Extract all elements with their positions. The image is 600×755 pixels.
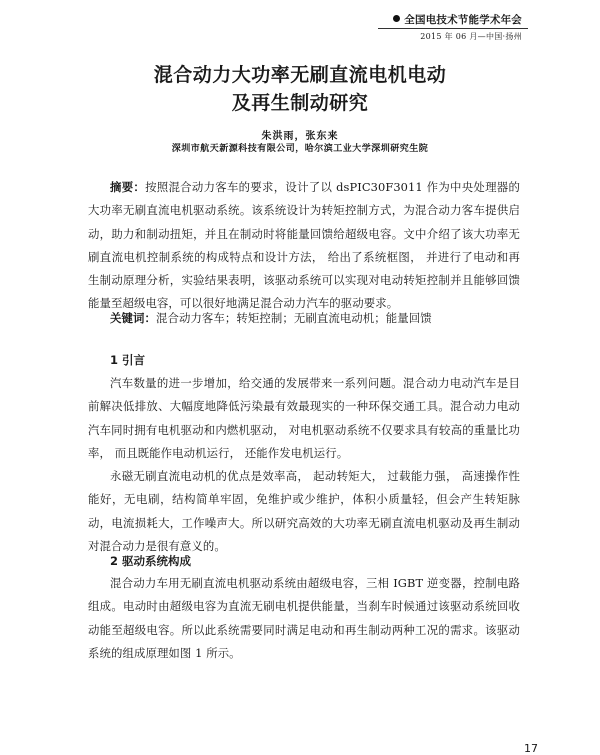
section-1-paragraph-2: 永磁无刷直流电动机的优点是效率高， 起动转矩大， 过载能力强， 高速操作性能好，无电刷，结构简单牢固，免维护或少维护，体积小质量轻，但会产生转矩脉动，电流损耗大，工作噪声大。所以研究高效的大功率无刷直流电机驱动及再生制动对混合动力是很有意义的。 xyxy=(88,469,520,554)
page-number: 17 xyxy=(524,742,538,755)
section-2-paragraph-1: 混合动力车用无刷直流电机驱动系统由超级电容，三相 IGBT 逆变器，控制电路组成。电动时由超级电容为直流无刷电机提供能量，当刹车时候通过该驱动系统回收动能至超级电容。所以此系统需要同时满足电动和再生制动两种工况的需求。该驱动系统的组成原理如图 1 所示。 xyxy=(88,576,520,660)
abstract-text: 按照混合动力客车的要求，设计了以 dsPIC30F3011 作为中央处理器的大功率无刷直流电机驱动系统。该系统设计为转矩控制方式，为混合动力客车提供启动，助力和制动扭矩，并且在制动时将能量回馈给超级电容。文中介绍了该大功率无刷直流电机控制系统的构成特点和设计方法， 给出了系统框图， 并进行了电动和再生制动原理分析，实验结果表明，该驱动系统可以实现对电动转矩控制并且能够回馈能量至超级电容，可以很好地满足混合动力汽车的驱动要求。 xyxy=(88,180,520,311)
section-1-paragraph-1: 汽车数量的进一步增加，给交通的发展带来一系列问题。混合动力电动汽车是目前解决低排放、大幅度地降低污染最有效最现实的一种环保交通工具。混合动力电动汽车同时拥有电机驱动和内燃机驱动， 对电机驱动系统不仅要求具有较高的重量比功率， 而且既能作电动机运行， 还能作发电机运行。 xyxy=(88,376,520,460)
header-rule xyxy=(378,28,528,29)
keywords xyxy=(88,307,520,330)
abstract xyxy=(88,176,520,316)
affiliation: 深圳市航天新源科技有限公司，哈尔滨工业大学深圳研究生院 xyxy=(171,144,429,154)
conference-date-place: 2015 年 06 月—中国·扬州 xyxy=(420,32,522,41)
abstract-label: 摘要： xyxy=(110,180,146,194)
section-2-body xyxy=(88,572,520,665)
paper-title-line2: 及再生制动研究 xyxy=(231,92,369,114)
paper-title-line1: 混合动力大功率无刷直流电机电动 xyxy=(153,64,447,86)
running-header xyxy=(393,12,522,27)
conference-name xyxy=(393,12,522,27)
section-1-body xyxy=(88,372,520,558)
conference-name-text: 全国电技术节能学术年会 xyxy=(404,14,522,26)
bullet-icon xyxy=(393,15,400,22)
authors: 朱洪雨，张东来 xyxy=(261,131,339,142)
keywords-text: 混合动力客车；转矩控制；无刷直流电动机；能量回馈 xyxy=(155,311,432,325)
section-2-heading: 2 驱动系统构成 xyxy=(110,554,192,568)
keywords-label: 关键词： xyxy=(110,311,156,325)
section-1-heading: 1 引言 xyxy=(110,353,146,367)
